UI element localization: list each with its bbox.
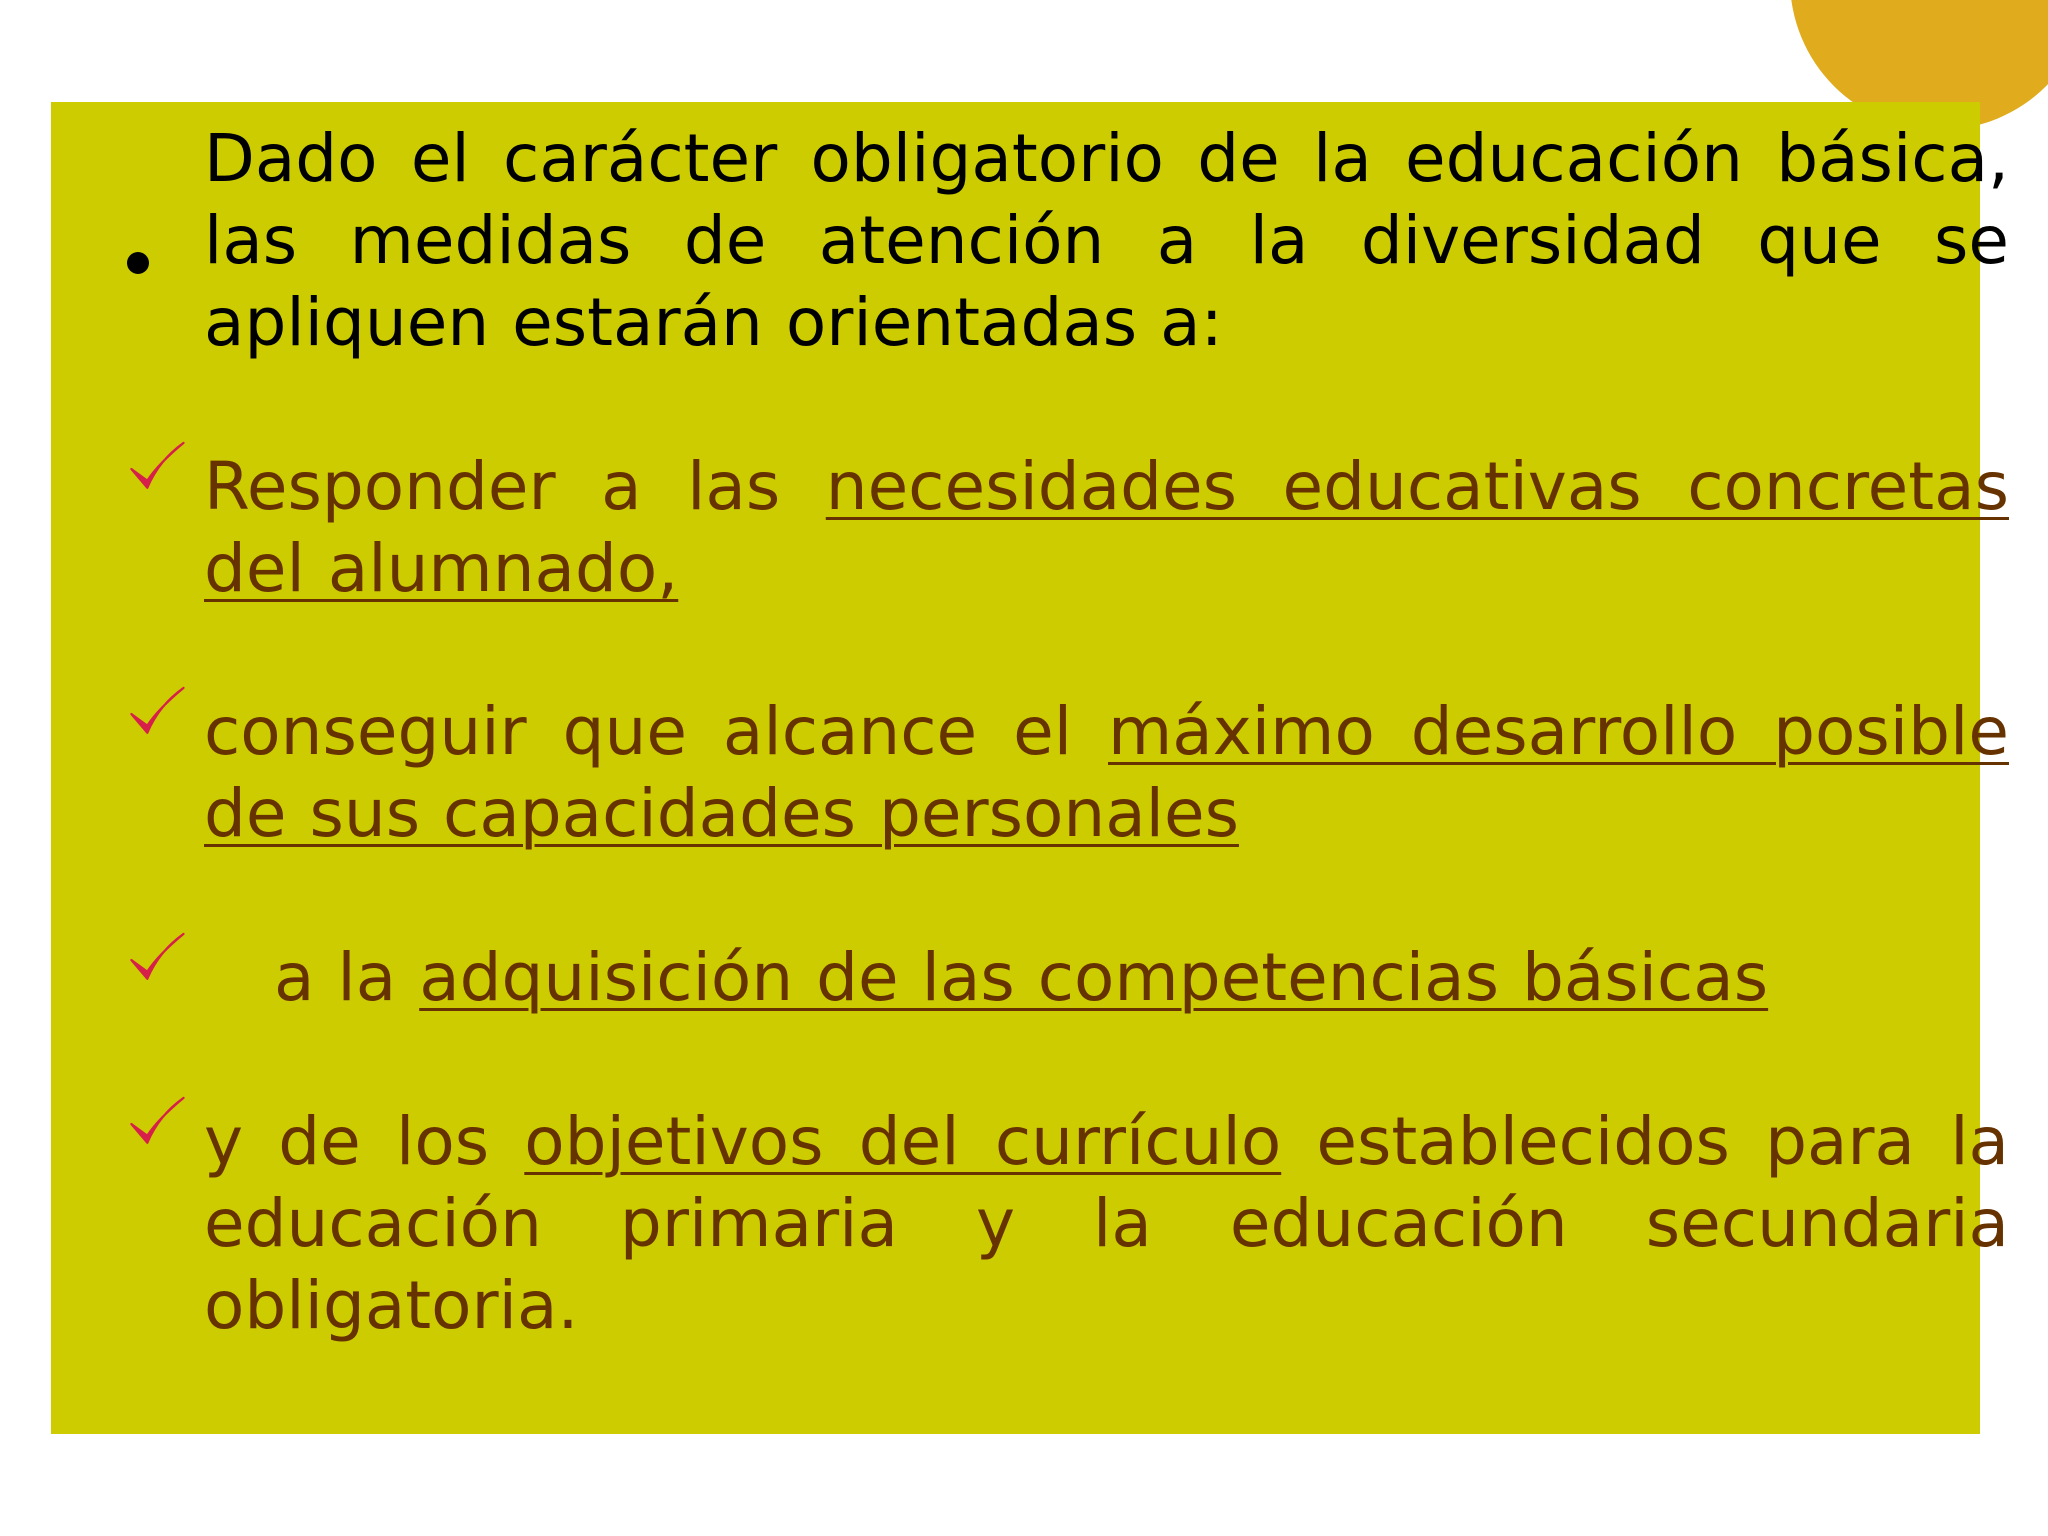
- bullet-dot-icon: [127, 252, 149, 274]
- item-1-text: Responder a las: [204, 448, 826, 525]
- item-2-text: conseguir que alcance el: [204, 693, 1109, 770]
- item-3-underlined: adquisición de las competencias básicas: [419, 939, 1769, 1016]
- intro-text: Dado el carácter obligatorio de la educación básica, las medidas de atención a la diversidad que se apliquen estarán orientadas a:: [204, 120, 2009, 361]
- item-4-text-after: establecidos para la educación primaria y la educación secundaria obligatoria.: [204, 1103, 2009, 1344]
- check-item-4: [204, 1101, 2009, 1347]
- item-3-text: a la: [274, 939, 420, 1016]
- item-4-text: y de los: [204, 1103, 525, 1180]
- item-2-underlined: máximo desarrollo posible de sus capacidades personales: [204, 693, 2009, 852]
- intro-paragraph: [204, 118, 2009, 364]
- check-item-3: [204, 937, 2009, 1019]
- check-item-1: [204, 446, 2009, 610]
- slide-content-panel: [51, 102, 2009, 1434]
- item-4-underlined: objetivos del currículo: [524, 1103, 1282, 1180]
- item-1-underlined: necesidades educativas concretas del alumnado,: [204, 448, 2009, 607]
- check-item-2: [204, 691, 2009, 855]
